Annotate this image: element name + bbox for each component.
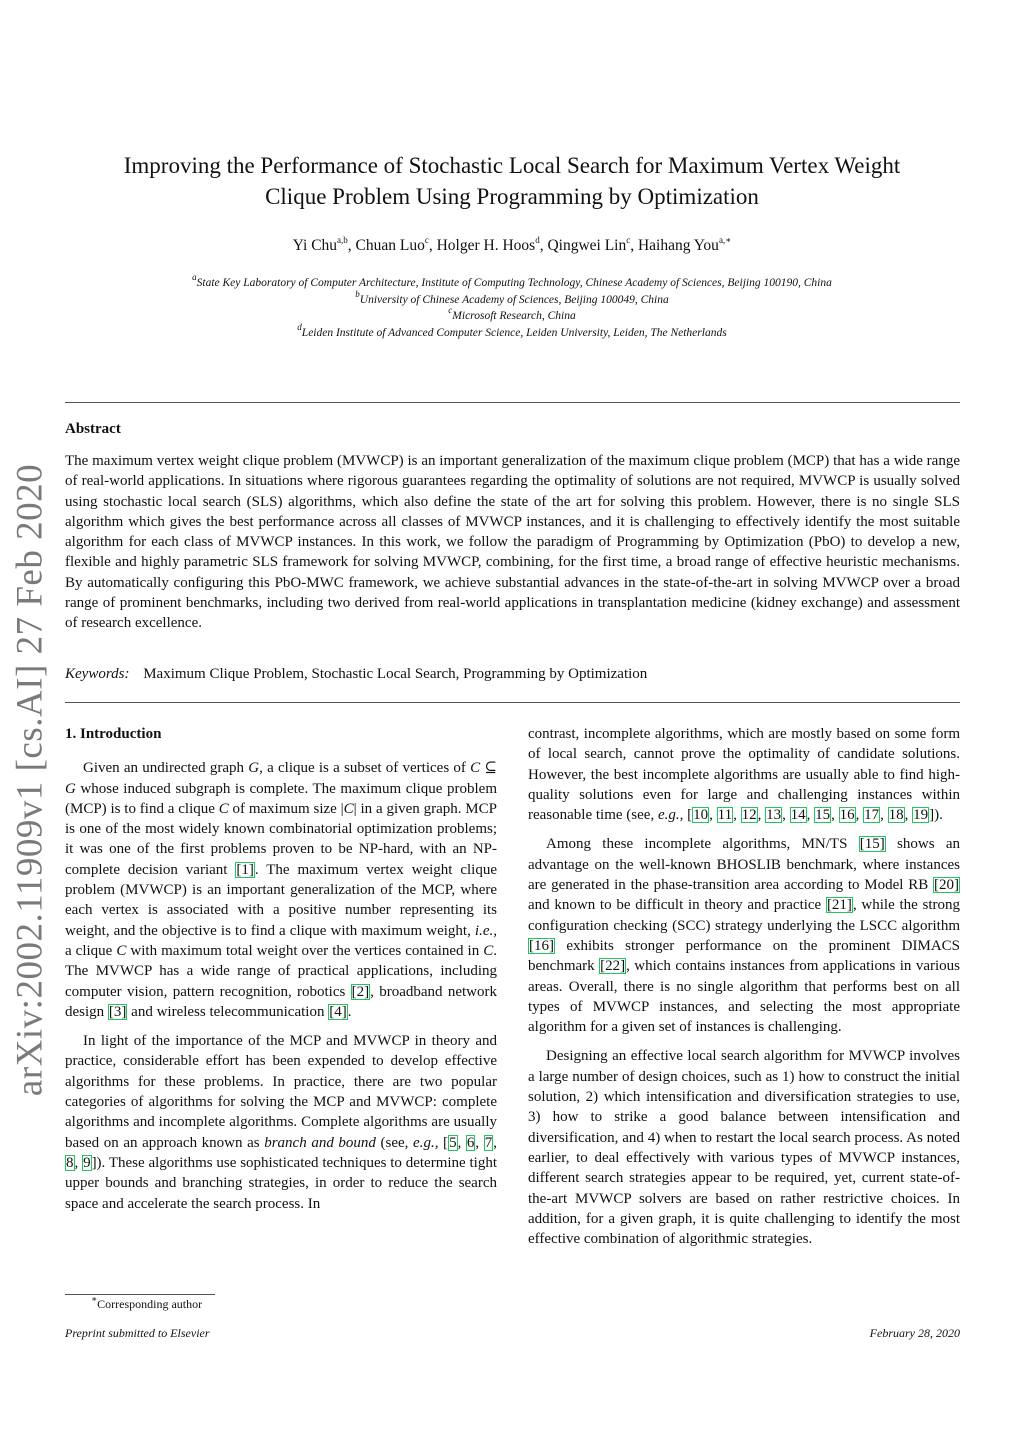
- affiliation: $^c$Microsoft Research, China: [448, 305, 576, 322]
- keywords: [65, 664, 960, 684]
- title-line-1: Improving the Performance of Stochastic Local Search for Maximum Vertex Weight: [123, 153, 901, 178]
- citation-link[interactable]: [3]: [108, 1003, 127, 1020]
- title-line-2: Clique Problem Using Programming by Optimization: [265, 184, 759, 209]
- citation-link[interactable]: 6: [466, 1134, 475, 1151]
- citation-link[interactable]: [15]: [859, 836, 885, 853]
- citation-link[interactable]: 18: [888, 807, 904, 824]
- citation-link[interactable]: [1]: [236, 861, 254, 878]
- affiliations: [40, 272, 984, 341]
- author-list: Yi Chu$^{a,b}$, Chuan Luo$^c$, Holger H. Hoos$^d$, Qingwei Lin$^c$, Haihang You$^{a,∗}$: [292, 234, 732, 254]
- paragraph: contrast, incomplete algorithms, which are mostly based on some form of local search, cannot prove the optimality of candidate solutions. However, the best incomplete algorithms are usually able to find high-quality solutions even for large and challenging instances within reasonable time (see, e.g., [10, 11, 12, 13, 14, 15, 16, 17, 18, 19]).: [528, 726, 960, 824]
- citation-link[interactable]: [4]: [329, 1003, 347, 1020]
- affiliation: $^a$State Key Laboratory of Computer Architecture, Institute of Computing Technology, Chinese Academy of Sciences, Beijing 100190, China: [192, 272, 832, 289]
- author: Yi Chu$^{a,b}$: [292, 234, 348, 254]
- citation-link[interactable]: [20]: [934, 877, 959, 894]
- paragraph: Given an undirected graph G, a clique is a subset of vertices of C ⊆ G whose induced subgraph is complete. The maximum clique problem (MCP) is to find a clique C of maximum size |C| in a given graph. MCP is one of the most widely known combinatorial optimization problems; it was one of the first problems proven to be NP-hard, with an NP-complete decision variant [1]. The maximum vertex weight clique problem (MVWCP) is an important generalization of the MCP, where each vertex is associated with a positive number representing its weight, and the objective is to find a clique with maximum weight, i.e., a clique C with maximum total weight over the vertices contained in C. The MVWCP has a wide range of practical applications, including computer vision, pattern recognition, robotics [2], broadband network design [3] and wireless telecommunication [4].: [65, 760, 498, 1020]
- author: Qingwei Lin$^c$: [547, 234, 631, 254]
- paragraph: In light of the importance of the MCP and MVWCP in theory and practice, considerable effort has been expended to develop effective algorithms for these problems. In practice, there are two popular categories of algorithms for solving the MCP and MVWCP: complete algorithms and incomplete algorithms. Complete algorithms are usually based on an approach known as branch and bound (see, e.g., [5, 6, 7, 8, 9]). These algorithms use sophisticated techniques to determine tight upper bounds and branching strategies, in order to reduce the search space and accelerate the search process. In: [65, 1033, 498, 1212]
- footnote: ∗Corresponding author: [91, 1294, 203, 1311]
- citation-link[interactable]: 19: [913, 807, 929, 824]
- citation-link[interactable]: 16: [839, 807, 855, 824]
- abstract-text: The maximum vertex weight clique problem (MVWCP) is an important generalization of the maximum clique problem (MCP) that has a wide range of real-world applications. In situations where rigorous guarantees regarding the optimality of solutions are not required, MVWCP is usually solved using stochastic local search (SLS) algorithms, which also define the state of the art for solving this problem. However, there is no single SLS algorithm which gives the best performance across all classes of MVWCP instances, and it is challenging to effectively identify the most suitable algorithm for each class of MVWCP instances. In this work, we follow the paradigm of Programming by Optimization (PbO) to develop a new, flexible and highly parametric SLS framework for solving MVWCP, combining, for the first time, a broad range of effective heuristic mechanisms. By automatically configuring this PbO-MWC framework, we achieve substantial advances in the state-of-the-art in solving MVWCP over a broad range of prominent benchmarks, including two derived from real-world applications in transplantation medicine (kidney exchange) and assessment of research excellence.: [65, 453, 960, 632]
- keywords-label: Keywords:: [65, 666, 130, 682]
- citation-link[interactable]: [16]: [529, 937, 554, 954]
- citation-link[interactable]: 9: [83, 1154, 91, 1171]
- footer-left: Preprint submitted to Elsevier: [65, 1326, 210, 1340]
- left-column: [65, 724, 497, 1223]
- section-heading: 1. Introduction: [65, 726, 162, 742]
- citation-link[interactable]: 11: [717, 807, 733, 824]
- citation-link[interactable]: [2]: [351, 983, 370, 1000]
- author: Haihang You$^{a,∗}$: [637, 234, 732, 254]
- citation-link[interactable]: 14: [790, 807, 806, 824]
- citation-link[interactable]: 7: [484, 1134, 493, 1151]
- affiliation: $^b$University of Chinese Academy of Sciences, Beijing 100049, China: [355, 288, 669, 306]
- abstract-heading: Abstract: [65, 421, 121, 437]
- author: Holger H. Hoos$^d$: [436, 234, 540, 254]
- citation-link[interactable]: 5: [449, 1134, 457, 1151]
- divider-top: [65, 402, 960, 403]
- citation-link[interactable]: 8: [66, 1154, 74, 1171]
- citation-link[interactable]: 15: [815, 807, 831, 824]
- citation-link[interactable]: [21]: [826, 897, 852, 914]
- citation-link[interactable]: 10: [693, 807, 709, 824]
- affiliation: $^d$Leiden Institute of Advanced Computer Science, Leiden University, Leiden, The Netherlands: [297, 321, 727, 339]
- citation-link[interactable]: 17: [864, 807, 880, 824]
- paragraph: Designing an effective local search algorithm for MVWCP involves a large number of design choices, such as 1) how to construct the initial solution, 2) which intensification and diversification strategies to use, 3) how to strike a good balance between intensification and diversification, and 4) when to restart the local search process. As noted earlier, to deal effectively with various types of MVWCP instances, different search strategies appear to be required, yet, current state-of-the-art MVWCP solvers are based on rather restrictive choices. In addition, for a given graph, it is quite challenging to identify the most effective combination of algorithmic strategies.: [528, 1048, 960, 1248]
- divider-bottom: [65, 702, 960, 703]
- citation-link[interactable]: 13: [766, 807, 782, 824]
- paper-title: [60, 150, 964, 212]
- citation-link[interactable]: [22]: [600, 958, 626, 975]
- keywords-text: Maximum Clique Problem, Stochastic Local Search, Programming by Optimization: [143, 666, 648, 682]
- footer-right: February 28, 2020: [869, 1326, 960, 1340]
- footnote-rule: [65, 1294, 215, 1295]
- author: Chuan Luo$^c$: [355, 234, 429, 254]
- citation-link[interactable]: 12: [741, 807, 757, 824]
- paragraph: Among these incomplete algorithms, MN/TS [15] shows an advantage on the well-known BHOSLIB benchmark, where instances are generated in the phase-transition area according to Model RB [20] and known to be difficult in theory and practice [21], while the strong configuration checking (SCC) strategy underlying the LSCC algorithm [16] exhibits stronger performance on the prominent DIMACS benchmark [22], which contains instances from applications in various areas. Overall, there is no single algorithm that performs best on all types of MVWCP instances, and selecting the most appropriate algorithm for a given set of instances is challenging.: [528, 836, 961, 1036]
- right-column: [528, 724, 960, 1258]
- arxiv-stamp-text: arXiv:2002.11909v1 [cs.AI] 27 Feb 2020: [9, 463, 51, 1097]
